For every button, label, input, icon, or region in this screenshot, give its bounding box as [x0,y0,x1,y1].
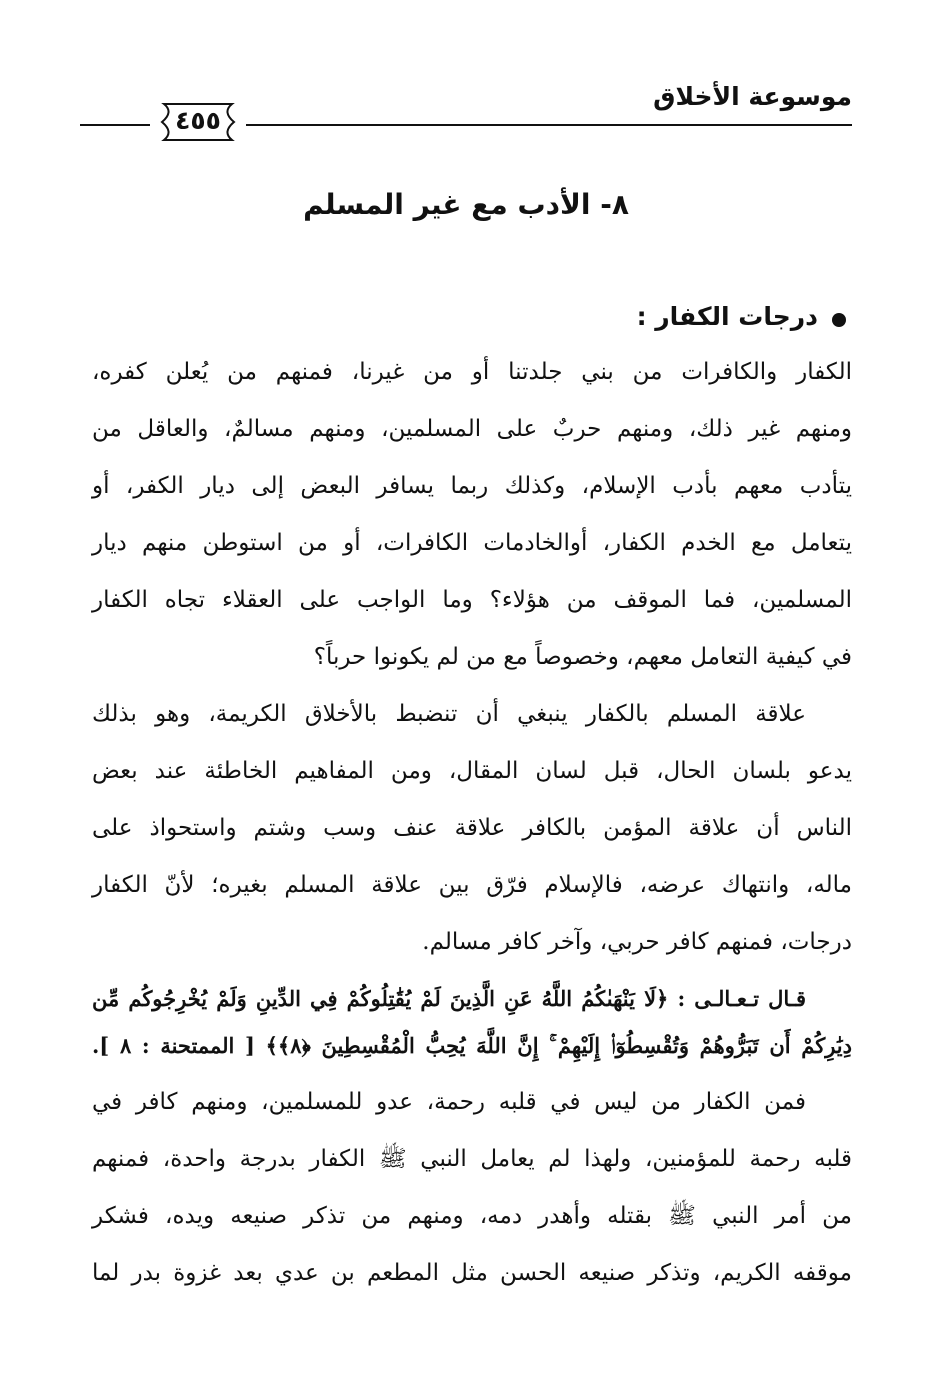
text-line: فمن الكفار من ليس في قلبه رحمة، عدو للمسلمين، ومنهم كافر في [92,1089,806,1115]
text-line: ماله، وانتهاك عرضه، فالإسلام فرّق بين علاقة المسلم بغيره؛ لأنّ الكفار [92,872,852,898]
bullet-icon [832,313,846,327]
text-line: من أمر النبي ﷺ بقتله وأهدر دمه، ومنهم من تذكر صنيعه ويده، فشكر [92,1203,852,1229]
text-line: يتعامل مع الخدم الكفار، أوالخادمات الكافرات، أو من استوطن منهم ديار [92,530,852,556]
quran-verse-line: دِيَٰرِكُمْ أَن تَبَرُّوهُمْ وَتُقْسِطُوٓا۟ إِلَيْهِمْ ۚ إِنَّ اللَّهَ يُحِبُّ الْمُقْسِطِينَ ﴿٨﴾﴾ [ الممتحنة : ٨ ]. [92,1033,853,1058]
text-line: علاقة المسلم بالكفار ينبغي أن تنضبط بالأخلاق الكريمة، وهو بذلك [92,701,806,727]
section-title: ٨- الأدب مع غير المسلم [303,188,629,221]
text-line: قلبه رحمة للمؤمنين، ولهذا لم يعامل النبي ﷺ الكفار بدرجة واحدة، فمنهم [92,1146,852,1172]
text-line: المسلمين، فما الموقف من هؤلاء؟ وما الواجب على العقلاء تجاه الكفار [92,587,852,613]
page-number: ٤٥٥ [175,106,221,135]
page-number-frame [150,98,246,146]
quran-verse-line: قـال تـعـالـى : ﴿لَا يَنْهَىٰكُمُ اللَّهُ عَنِ الَّذِينَ لَمْ يُقَٰتِلُوكُمْ فِي الدِّينِ وَلَمْ يُخْرِجُوكُم مِّن [92,986,806,1011]
text-line: يتأدب معهم بأدب الإسلام، وكذلك ربما يسافر البعض إلى ديار الكفر، أو [92,473,852,499]
text-line: الناس أن علاقة المؤمن بالكافر علاقة عنف وسب وشتم واستحواذ على [92,815,852,841]
text-line: في كيفية التعامل معهم، وخصوصاً مع من لم يكونوا حرباً؟ [313,644,852,670]
text-line: موقفه الكريم، وتذكر صنيعه الحسن مثل المطعم بن عدي بعد غزوة بدر لما [92,1260,852,1286]
page-header [80,72,852,142]
book-title: موسوعة الأخلاق [643,82,852,111]
text-line: يدعو بلسان الحال، قبل لسان المقال، ومن المفاهيم الخاطئة عند بعض [92,758,852,784]
text-line: درجات، فمنهم كافر حربي، وآخر كافر مسالم. [422,929,852,955]
text-line: الكفار والكافرات من بني جلدتنا أو من غيرنا، فمنهم من يُعلن كفره، [92,359,852,385]
text-line: ومنهم غير ذلك، ومنهم حربٌ على المسلمين، ومنهم مسالمٌ، والعاقل من [92,416,852,442]
subheading: درجات الكفار : [636,302,818,331]
